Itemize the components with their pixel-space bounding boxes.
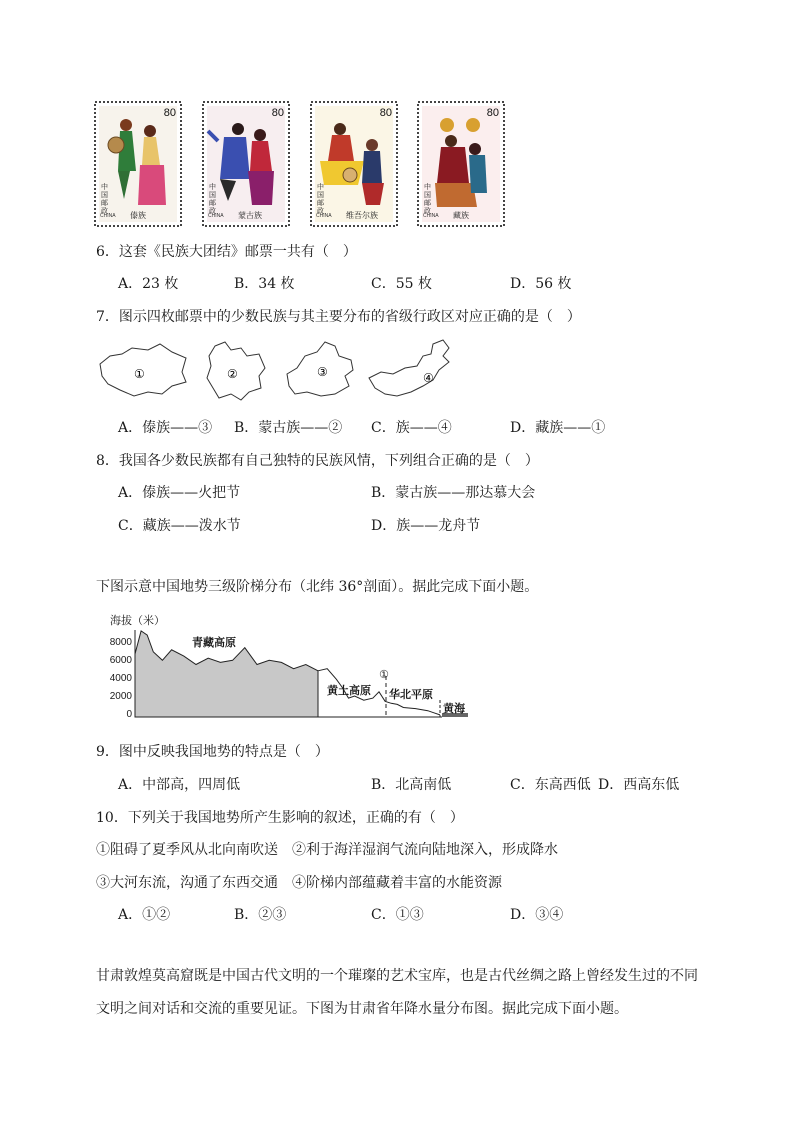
stamp-postal-text: 中国邮政: [317, 183, 324, 215]
q10-option-a[interactable]: A．①②: [118, 907, 171, 923]
region-label-qinghai-tibet: 青藏高原: [192, 636, 236, 649]
stamp-country-text: CHINA: [100, 213, 116, 219]
stamp-postal-text: 中国邮政: [209, 183, 216, 215]
q9-option-d[interactable]: D．西高东低: [598, 777, 680, 793]
q6-option-d[interactable]: D．56 枚: [510, 276, 572, 292]
stamp-denomination: 80: [486, 107, 499, 119]
ytick-4000: 4000: [109, 673, 132, 684]
map-yunnan-outline: [203, 338, 269, 404]
stamp-country-text: CHINA: [316, 213, 332, 219]
stamp-ethnicity-label: 维吾尔族: [346, 211, 378, 220]
stamp-country-text: CHINA: [423, 213, 439, 219]
stamp-denomination: 80: [379, 107, 392, 119]
question-8-text: 8．我国各少数民族都有自己独特的民族风情，下列组合正确的是（ ）: [96, 453, 539, 469]
region-label-yellow-sea: 黄海: [443, 702, 465, 715]
q9-option-a[interactable]: A．中部高，四周低: [118, 777, 241, 793]
stamp-uyghur: [310, 101, 398, 227]
map-inner-mongolia-outline: [367, 338, 457, 402]
chart-ylabel: 海拔（米）: [110, 614, 165, 627]
stamp-dai: [94, 101, 182, 227]
q10-option-c[interactable]: C．①③: [371, 907, 424, 923]
q7-option-c[interactable]: C．族——④: [371, 420, 452, 436]
map-label-2: ②: [227, 367, 238, 381]
stamp-ethnicity-label: 藏族: [453, 211, 469, 220]
q8-option-c[interactable]: C．藏族——泼水节: [118, 518, 241, 534]
stamp-mongol: [202, 101, 290, 227]
ytick-2000: 2000: [109, 691, 132, 702]
question-6-text: 6．这套《民族大团结》邮票一共有（ ）: [96, 244, 357, 260]
map-xinjiang-outline: [283, 338, 357, 402]
gansu-intro-line-2: 文明之间对话和交流的重要见证。下图为甘肃省年降水量分布图。据此完成下面小题。: [96, 1001, 628, 1017]
ytick-0: 0: [126, 709, 132, 720]
question-10-text: 10．下列关于我国地势所产生影响的叙述，正确的有（ ）: [96, 810, 464, 826]
terrain-intro-text: 下图示意中国地势三级阶梯分布（北纬 36°剖面）。据此完成下面小题。: [96, 579, 539, 595]
stamp-ethnicity-label: 傣族: [130, 211, 146, 220]
stamp-denomination: 80: [163, 107, 176, 119]
stamp-postal-text: 中国邮政: [424, 183, 431, 215]
q10-option-d[interactable]: D．③④: [510, 907, 564, 923]
question-7-text: 7．图示四枚邮票中的少数民族与其主要分布的省级行政区对应正确的是（ ）: [96, 309, 581, 325]
q6-option-c[interactable]: C．55 枚: [371, 276, 432, 292]
question-9-text: 9．图中反映我国地势的特点是（ ）: [96, 744, 329, 760]
map-label-1: ①: [134, 367, 145, 381]
q6-option-b[interactable]: B．34 枚: [234, 276, 295, 292]
gansu-intro-line-1: 甘肃敦煌莫高窟既是中国古代文明的一个璀璨的艺术宝库，也是古代丝绸之路上曾经发生过的不同: [96, 968, 698, 984]
stamp-denomination: 80: [271, 107, 284, 119]
region-label-loess: 黄土高原: [327, 684, 371, 697]
stamp-ethnicity-label: 蒙古族: [238, 211, 262, 220]
q8-option-d[interactable]: D．族——龙舟节: [371, 518, 481, 534]
q8-option-b[interactable]: B．蒙古族——那达慕大会: [371, 485, 536, 501]
q10-statements-2: ③大河东流，沟通了东西交通 ④阶梯内部蕴藏着丰富的水能资源: [96, 875, 502, 891]
chart-marker-1: ①: [379, 668, 389, 681]
q8-option-a[interactable]: A．傣族——火把节: [118, 485, 241, 501]
q10-option-b[interactable]: B．②③: [234, 907, 287, 923]
map-label-3: ③: [317, 365, 328, 379]
q7-option-b[interactable]: B．蒙古族——②: [234, 420, 343, 436]
q9-option-c[interactable]: C．东高西低: [510, 777, 591, 793]
q7-option-d[interactable]: D．藏族——①: [510, 420, 606, 436]
q7-option-a[interactable]: A．傣族——③: [118, 420, 213, 436]
stamp-tibetan: [417, 101, 505, 227]
map-tibet-outline: [96, 338, 190, 400]
q6-option-a[interactable]: A．23 枚: [118, 276, 179, 292]
stamp-country-text: CHINA: [208, 213, 224, 219]
terrain-profile-chart: [132, 630, 472, 726]
q9-option-b[interactable]: B．北高南低: [371, 777, 452, 793]
region-label-north-china-plain: 华北平原: [389, 688, 433, 701]
stamp-postal-text: 中国邮政: [101, 183, 108, 215]
map-label-4: ④: [423, 371, 434, 385]
ytick-8000: 8000: [109, 637, 132, 648]
ytick-6000: 6000: [109, 655, 132, 666]
q10-statements-1: ①阻碍了夏季风从北向南吹送 ②利于海洋湿润气流向陆地深入，形成降水: [96, 842, 558, 858]
